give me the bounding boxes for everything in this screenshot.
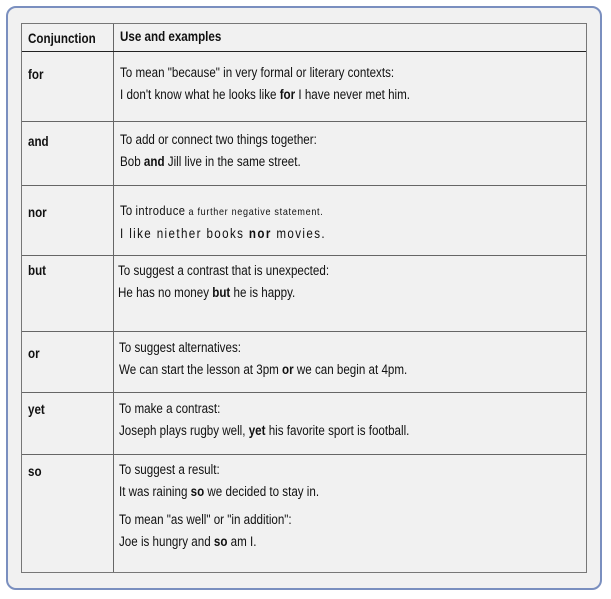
example-post: we can begin at 4pm. xyxy=(293,362,408,377)
example-keyword: or xyxy=(282,362,294,377)
example-post: we decided to stay in. xyxy=(204,484,320,499)
example-post: his favorite sport is football. xyxy=(265,423,410,438)
example-keyword: but xyxy=(212,285,231,300)
example-keyword: so xyxy=(213,534,228,549)
conjunction-cell: so xyxy=(28,464,42,479)
conjunction-cell: nor xyxy=(28,205,47,220)
use-text-2: To mean "as well" or "in addition": xyxy=(119,512,292,527)
table-row-or xyxy=(22,332,586,393)
example-text xyxy=(118,282,329,304)
use-text-b: introduce xyxy=(135,203,186,218)
use-cell xyxy=(119,459,319,553)
use-cell xyxy=(120,129,317,173)
conjunction-cell: for xyxy=(28,67,44,82)
use-text: To suggest a result: xyxy=(119,462,220,477)
conjunction-cell: or xyxy=(28,346,40,361)
use-cell xyxy=(119,398,409,442)
example-post: he is happy. xyxy=(230,285,296,300)
table-row-but xyxy=(22,256,586,332)
example-pre: It was raining xyxy=(119,484,191,499)
example-keyword: nor xyxy=(248,226,272,241)
conjunction-cell: yet xyxy=(28,402,45,417)
example-pre: Bob xyxy=(120,154,144,169)
example-pre: I like niether books xyxy=(120,226,249,241)
table-row-for xyxy=(22,52,586,122)
example-text xyxy=(119,420,409,442)
example-text xyxy=(119,359,407,381)
use-text: To suggest alternatives: xyxy=(119,340,241,355)
example-post: am I. xyxy=(227,534,257,549)
table-row-and xyxy=(22,122,586,186)
header-use: Use and examples xyxy=(120,29,222,44)
use-text: To mean "because" in very formal or literary contexts: xyxy=(120,65,395,80)
example-keyword: for xyxy=(279,87,296,102)
use-cell xyxy=(118,260,329,304)
example-post: Jill live in the same street. xyxy=(164,154,301,169)
example-text xyxy=(120,223,326,245)
example-text xyxy=(119,481,319,503)
use-text-c: a further negative statement. xyxy=(185,206,324,218)
example-pre: He has no money xyxy=(118,285,213,300)
table-row-so xyxy=(22,455,586,572)
example-pre: Joe is hungry and xyxy=(119,534,214,549)
conjunction-cell: and xyxy=(28,134,49,149)
table-row-nor xyxy=(22,186,586,256)
example-keyword: and xyxy=(143,154,165,169)
conjunction-cell: but xyxy=(28,263,47,278)
example-pre: I don't know what he looks like xyxy=(120,87,280,102)
table-row-yet xyxy=(22,393,586,455)
example-post: I have never met him. xyxy=(295,87,411,102)
use-text: To add or connect two things together: xyxy=(120,132,317,147)
example-text xyxy=(120,151,317,173)
conjunctions-table xyxy=(21,23,587,573)
use-cell xyxy=(120,62,410,106)
use-cell xyxy=(119,337,407,381)
table-header-row xyxy=(22,24,586,52)
header-conjunction: Conjunction xyxy=(28,31,96,46)
use-text: To make a contrast: xyxy=(119,401,221,416)
example-pre: Joseph plays rugby well, xyxy=(119,423,249,438)
use-cell xyxy=(120,200,326,245)
example-pre: We can start the lesson at 3pm xyxy=(119,362,283,377)
example-post: movies. xyxy=(271,226,326,241)
example-text xyxy=(120,84,410,106)
use-text: To suggest a contrast that is unexpected: xyxy=(118,263,330,278)
use-text xyxy=(120,200,326,223)
example-keyword: so xyxy=(190,484,205,499)
use-text-a: To xyxy=(120,203,136,218)
example-keyword: yet xyxy=(248,423,266,438)
example-text-2 xyxy=(119,531,319,553)
